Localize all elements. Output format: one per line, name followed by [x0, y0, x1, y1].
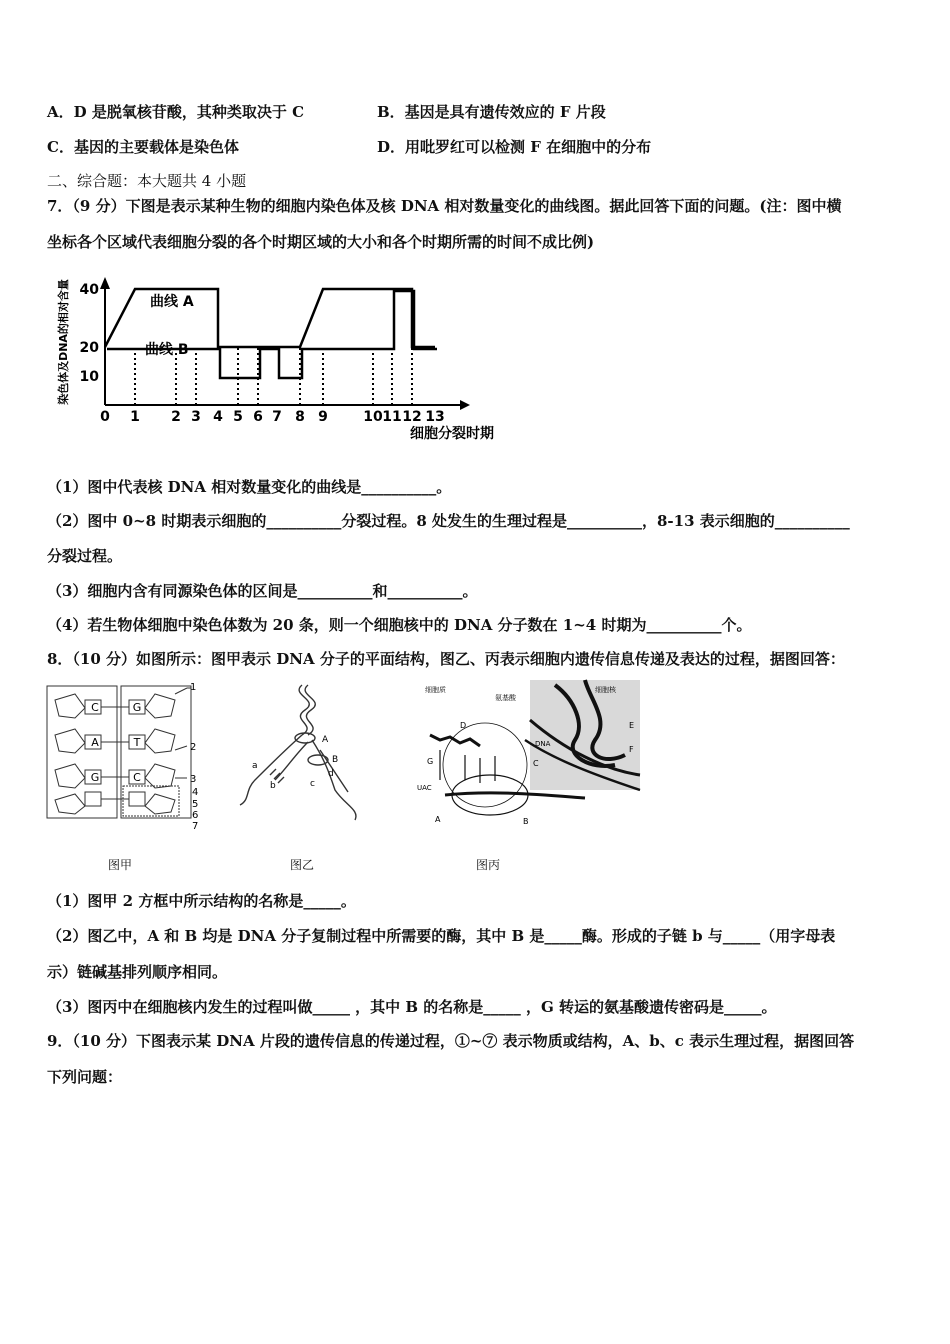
q8-sub2-line2: 示）链碱基排列顺序相同。 [47, 963, 228, 981]
y-tick-label: 10 [79, 369, 99, 385]
figure-yi [230, 680, 380, 830]
q8-sub2-line1: （2）图乙中，A 和 B 均是 DNA 分子复制过程中所需要的酶，其中 B 是_____酶。形成的子链 b 与_____（用字母表 [47, 927, 836, 945]
figure-bing [415, 680, 640, 830]
y-tick-label: 40 [79, 282, 99, 298]
bing-label-g: G [427, 757, 434, 766]
option-b: B．基因是具有遗传效应的 F 片段 [377, 103, 606, 121]
x-tick-label: 12 [402, 409, 422, 425]
x-tick-label: 10 [363, 409, 383, 425]
option-a: A．D 是脱氧核苷酸，其种类取决于 C [47, 103, 305, 121]
jia-num-2: 2 [190, 742, 197, 753]
bing-label-f: F [629, 745, 634, 754]
curve-b-label: 曲线 B [145, 342, 189, 358]
option-c: C．基因的主要载体是染色体 [47, 138, 239, 156]
yi-label-b: b [270, 781, 276, 791]
q7-sub2-line2: 分裂过程。 [47, 547, 123, 565]
jia-base-right-1: G [132, 701, 142, 714]
y-tick-label: 20 [79, 340, 99, 356]
bing-label-c: C [533, 759, 539, 768]
caption-jia: 图甲 [108, 858, 133, 872]
bing-label-b: B [523, 817, 529, 826]
jia-base-left-2: A [91, 736, 99, 749]
jia-num-1: 1 [190, 682, 197, 693]
curve-a-label: 曲线 A [150, 294, 194, 310]
yi-label-d: d [328, 769, 334, 779]
jia-num-4: 4 [192, 787, 199, 798]
yi-label-a-upper: A [322, 735, 329, 745]
jia-num-7: 7 [192, 821, 199, 832]
option-d: D．用吡罗红可以检测 F 在细胞中的分布 [377, 138, 652, 156]
bing-label-e: E [629, 721, 635, 730]
jia-left-box [47, 686, 117, 818]
bing-label-anticodon: UAC [417, 784, 432, 792]
x-axis-label: 细胞分裂时期 [410, 426, 494, 442]
x-axis-arrow [460, 400, 470, 410]
x-tick-label: 0 [100, 409, 110, 425]
x-tick-label: 5 [233, 409, 243, 425]
jia-base-right-2: T [133, 736, 141, 749]
jia-num-6: 6 [192, 810, 199, 821]
figure-jia [45, 680, 205, 832]
q9-stem-line2: 下列问题： [47, 1068, 123, 1086]
y-axis-label: 染色体及DNA的相对含量 [57, 279, 70, 405]
q8-sub1: （1）图甲 2 方框中所示结构的名称是_____。 [47, 892, 356, 910]
q7-sub1: （1）图中代表核 DNA 相对数量变化的曲线是__________。 [47, 478, 452, 496]
section-heading: 二、综合题：本大题共 4 小题 [47, 172, 247, 190]
x-tick-label: 13 [425, 409, 445, 425]
x-tick-label: 8 [295, 409, 305, 425]
bing-label-dna: DNA [535, 740, 551, 748]
q9-stem-line1: 9．（10 分）下图表示某 DNA 片段的遗传信息的传递过程，①~⑦ 表示物质或结构，A、b、c 表示生理过程，据图回答 [47, 1032, 855, 1050]
caption-bing: 图丙 [476, 858, 501, 872]
q8-sub3: （3）图丙中在细胞核内发生的过程叫做_____ ，其中 B 的名称是_____ ，G 转运的氨基酸遗传密码是_____。 [47, 998, 777, 1016]
bing-label-nucleus: 细胞核 [595, 686, 616, 694]
x-tick-label: 3 [191, 409, 201, 425]
jia-num-5: 5 [192, 799, 199, 810]
jia-right-box [121, 686, 191, 818]
y-axis-arrow [100, 277, 110, 289]
yi-label-c: c [310, 779, 315, 789]
q7-chart [55, 272, 494, 447]
jia-base-left-3: G [90, 771, 100, 784]
jia-num-3: 3 [190, 774, 197, 785]
yi-label-b-upper: B [332, 755, 339, 765]
q7-sub3: （3）细胞内含有同源染色体的区间是__________和__________。 [47, 582, 478, 600]
q7-sub2-line1: （2）图中 0~8 时期表示细胞的__________分裂过程。8 处发生的生理过程是__________，8-13 表示细胞的__________ [47, 512, 850, 530]
bing-label-amino-acid: 氨基酸 [495, 694, 516, 702]
q7-stem-line1: 7．（9 分）下图是表示某种生物的细胞内染色体及核 DNA 相对数量变化的曲线图。据此回答下面的问题。(注：图中横 [47, 197, 842, 215]
bing-label-d: D [460, 721, 467, 730]
x-tick-label: 1 [130, 409, 140, 425]
x-tick-label: 11 [382, 409, 402, 425]
bing-label-cytoplasm: 细胞质 [425, 686, 446, 694]
q7-stem-line2: 坐标各个区域代表细胞分裂的各个时期区域的大小和各个时期所需的时间不成比例) [47, 233, 595, 251]
x-tick-label: 9 [318, 409, 328, 425]
jia-base-right-3: C [133, 771, 141, 784]
x-tick-label: 2 [171, 409, 181, 425]
caption-yi: 图乙 [290, 858, 315, 872]
x-tick-label: 7 [272, 409, 282, 425]
q7-sub4: （4）若生物体细胞中染色体数为 20 条，则一个细胞核中的 DNA 分子数在 1~4 时期为__________个。 [47, 616, 752, 634]
x-tick-label: 6 [253, 409, 263, 425]
bing-label-a: A [435, 815, 441, 824]
q8-stem: 8．（10 分）如图所示：图甲表示 DNA 分子的平面结构，图乙、丙表示细胞内遗传信息传递及表达的过程，据图回答： [47, 650, 845, 668]
jia-base-left-1: C [91, 701, 99, 714]
yi-label-a: a [252, 761, 258, 771]
x-tick-label: 4 [213, 409, 223, 425]
